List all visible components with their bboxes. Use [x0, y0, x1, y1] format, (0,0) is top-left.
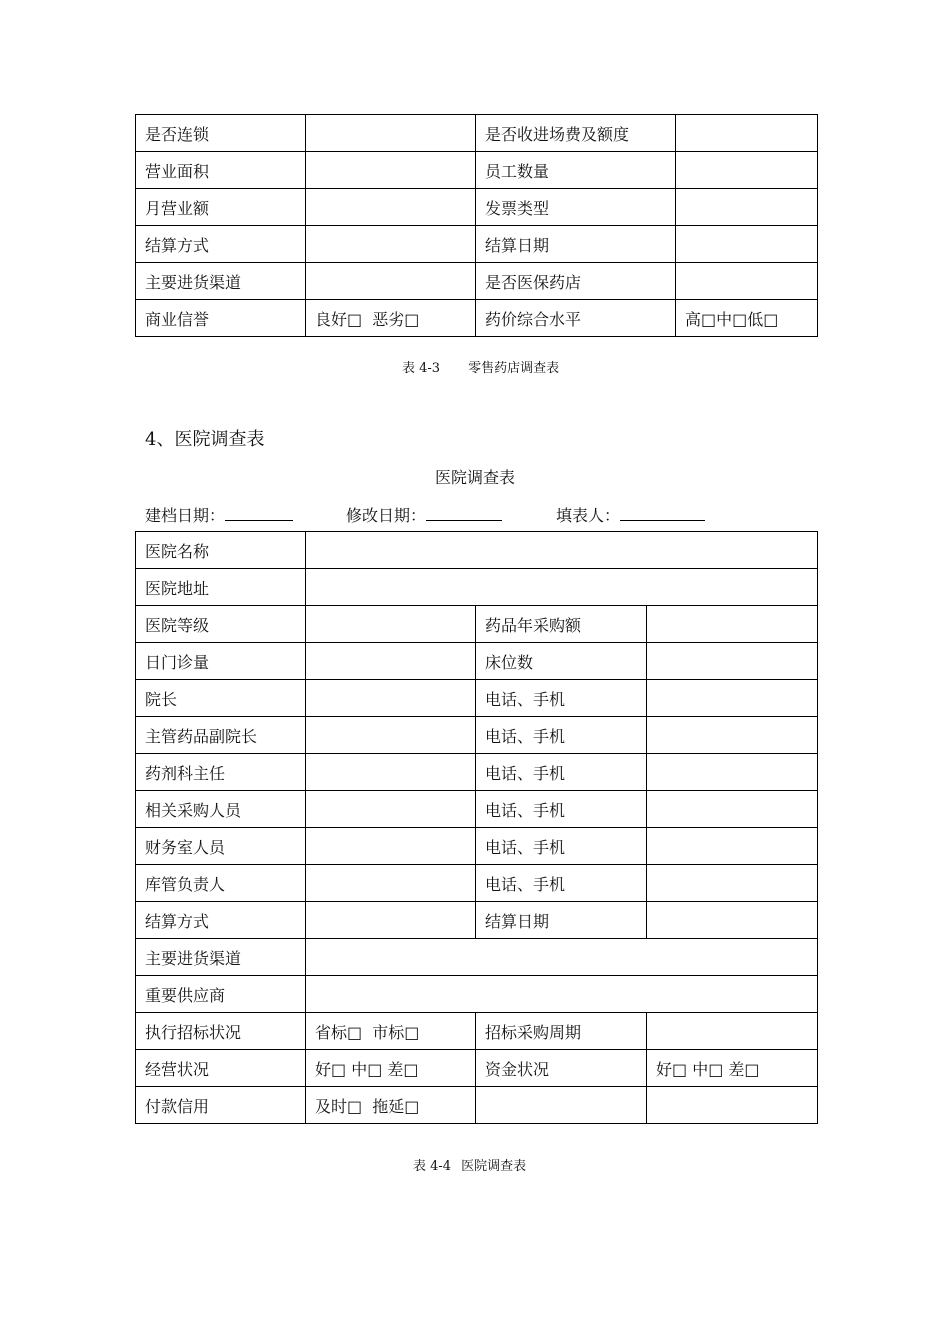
field-value[interactable] [647, 1087, 818, 1124]
field-label: 床位数 [476, 643, 647, 680]
field-value[interactable]: 省标□ 市标□ [306, 1013, 476, 1050]
field-value[interactable] [647, 717, 818, 754]
field-label: 电话、手机 [476, 865, 647, 902]
field-value[interactable] [676, 226, 818, 263]
field-value[interactable] [306, 643, 476, 680]
table-row [136, 152, 818, 189]
field-value[interactable] [676, 115, 818, 152]
modified-date-blank[interactable] [426, 506, 502, 521]
field-label: 相关采购人员 [136, 791, 306, 828]
field-value[interactable] [306, 828, 476, 865]
field-label: 结算日期 [476, 902, 647, 939]
field-value[interactable] [306, 115, 476, 152]
field-label: 结算日期 [476, 226, 676, 263]
caption-number: 表 4-3 [402, 361, 441, 376]
table-caption-4-4 [413, 1155, 526, 1174]
field-value[interactable] [306, 791, 476, 828]
field-value[interactable] [306, 152, 476, 189]
field-value[interactable] [306, 226, 476, 263]
caption-text: 零售药店调查表 [468, 361, 560, 376]
field-label: 医院名称 [136, 532, 306, 569]
field-label: 招标采购周期 [476, 1013, 647, 1050]
field-value[interactable] [647, 791, 818, 828]
table-row [136, 754, 818, 791]
table-row [136, 569, 818, 606]
field-value[interactable] [647, 1013, 818, 1050]
field-value[interactable] [306, 865, 476, 902]
table-row [136, 189, 818, 226]
field-label: 电话、手机 [476, 791, 647, 828]
field-value[interactable] [306, 532, 818, 569]
field-label: 结算方式 [136, 226, 306, 263]
field-label: 医院地址 [136, 569, 306, 606]
field-value[interactable]: 高□中□低□ [676, 300, 818, 337]
table-row [136, 532, 818, 569]
section-heading: 4、医院调查表 [145, 429, 265, 450]
created-date-field[interactable] [145, 503, 293, 526]
table-row [136, 939, 818, 976]
field-value[interactable]: 良好□ 恶劣□ [306, 300, 476, 337]
created-date-label: 建档日期： [145, 506, 226, 525]
field-label: 资金状况 [476, 1050, 647, 1087]
field-label: 库管负责人 [136, 865, 306, 902]
table-row [136, 115, 818, 152]
field-label: 医院等级 [136, 606, 306, 643]
field-value[interactable] [306, 680, 476, 717]
filler-field[interactable] [556, 503, 705, 526]
filler-label: 填表人： [556, 506, 621, 525]
field-value[interactable] [647, 754, 818, 791]
field-label: 日门诊量 [136, 643, 306, 680]
field-value[interactable] [676, 152, 818, 189]
field-label: 商业信誉 [136, 300, 306, 337]
field-label: 电话、手机 [476, 828, 647, 865]
field-label: 执行招标状况 [136, 1013, 306, 1050]
field-label: 财务室人员 [136, 828, 306, 865]
created-date-blank[interactable] [225, 506, 293, 521]
field-label: 院长 [136, 680, 306, 717]
table-row [136, 1013, 818, 1050]
field-value[interactable] [647, 865, 818, 902]
field-label: 月营业额 [136, 189, 306, 226]
field-value[interactable] [647, 643, 818, 680]
field-label: 主管药品副院长 [136, 717, 306, 754]
field-value[interactable] [647, 606, 818, 643]
field-value[interactable] [306, 569, 818, 606]
table-row [136, 643, 818, 680]
field-label: 付款信用 [136, 1087, 306, 1124]
table-row [136, 976, 818, 1013]
filler-blank[interactable] [620, 506, 705, 521]
field-label: 药品年采购额 [476, 606, 647, 643]
retail-pharmacy-survey-table [135, 114, 818, 337]
caption-text: 医院调查表 [461, 1159, 527, 1174]
table-row [136, 300, 818, 337]
field-label: 主要进货渠道 [136, 939, 306, 976]
field-value[interactable] [676, 263, 818, 300]
field-label: 电话、手机 [476, 717, 647, 754]
field-label: 员工数量 [476, 152, 676, 189]
table-row [136, 263, 818, 300]
table-row [136, 828, 818, 865]
caption-number: 表 4-4 [413, 1159, 452, 1174]
field-value[interactable] [306, 189, 476, 226]
field-label: 电话、手机 [476, 680, 647, 717]
field-label: 发票类型 [476, 189, 676, 226]
field-value[interactable] [306, 754, 476, 791]
field-value[interactable] [647, 902, 818, 939]
field-label: 是否连锁 [136, 115, 306, 152]
field-label: 药价综合水平 [476, 300, 676, 337]
field-label: 药剂科主任 [136, 754, 306, 791]
field-value[interactable] [647, 680, 818, 717]
field-label [476, 1087, 647, 1124]
field-label: 经营状况 [136, 1050, 306, 1087]
field-value[interactable] [306, 606, 476, 643]
hospital-survey-table [135, 531, 818, 1124]
table-row [136, 606, 818, 643]
field-value[interactable]: 及时□ 拖延□ [306, 1087, 476, 1124]
table-row [136, 791, 818, 828]
table-row [136, 1050, 818, 1087]
table-row [136, 902, 818, 939]
field-value[interactable]: 好□ 中□ 差□ [647, 1050, 818, 1087]
form-title: 医院调查表 [434, 468, 515, 487]
field-label: 是否医保药店 [476, 263, 676, 300]
field-value[interactable] [306, 717, 476, 754]
field-value[interactable] [306, 902, 476, 939]
table-caption-4-3 [402, 357, 559, 376]
field-value[interactable] [306, 263, 476, 300]
field-label: 重要供应商 [136, 976, 306, 1013]
field-label: 主要进货渠道 [136, 263, 306, 300]
field-label: 结算方式 [136, 902, 306, 939]
field-label: 是否收进场费及额度 [476, 115, 676, 152]
table-row [136, 865, 818, 902]
field-value[interactable] [647, 828, 818, 865]
field-value[interactable] [306, 976, 818, 1013]
field-label: 营业面积 [136, 152, 306, 189]
field-value[interactable]: 好□ 中□ 差□ [306, 1050, 476, 1087]
modified-date-field[interactable] [346, 503, 502, 526]
table-row [136, 1087, 818, 1124]
table-row [136, 680, 818, 717]
modified-date-label: 修改日期： [346, 506, 427, 525]
field-value[interactable] [676, 189, 818, 226]
field-label: 电话、手机 [476, 754, 647, 791]
table-row [136, 226, 818, 263]
table-row [136, 717, 818, 754]
field-value[interactable] [306, 939, 818, 976]
